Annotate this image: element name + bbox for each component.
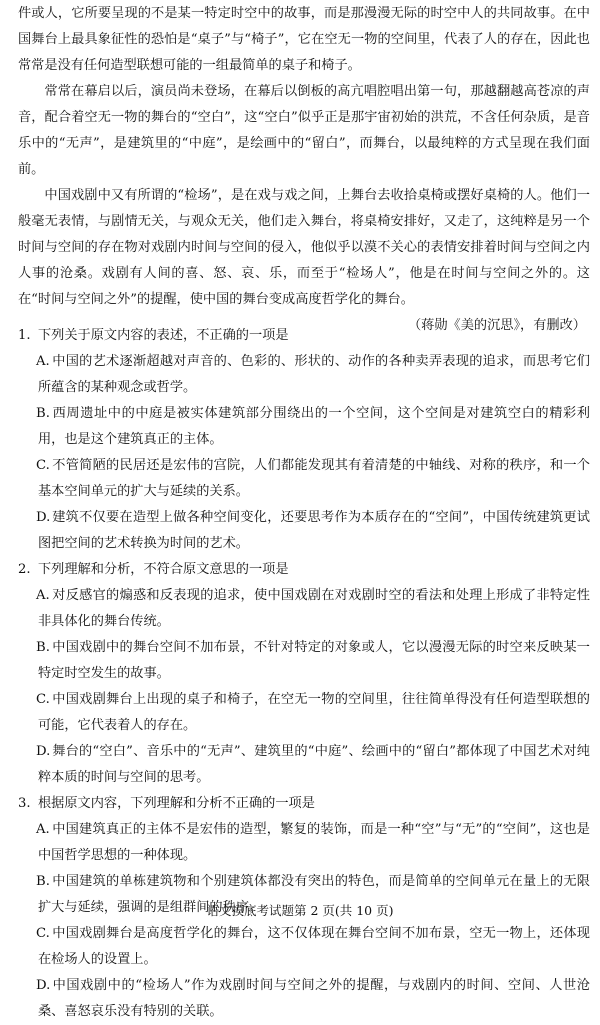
option-letter: C. bbox=[36, 692, 50, 707]
option-letter: A. bbox=[36, 354, 50, 369]
reading-passage bbox=[18, 1, 590, 339]
question-stem bbox=[18, 323, 590, 349]
option-text: 中国的艺术逐渐超越对声音的、色彩的、形状的、动作的各种卖弄表现的追求，而思考它们所蕴含的某种观念或哲学。 bbox=[38, 354, 590, 395]
question-number: 1. bbox=[18, 328, 31, 343]
option-text: 建筑不仅要在造型上做各种空间变化，还要思考作为本质存在的“空间”，中国传统建筑更试图把空间的艺术转换为时间的艺术。 bbox=[38, 510, 590, 551]
option-letter: B. bbox=[36, 874, 50, 889]
question-text: 下列理解和分析，不符合原文意思的一项是 bbox=[38, 562, 289, 577]
option-text: 中国建筑真正的主体不是宏伟的造型，繁复的装饰，而是一种“空”与“无”的“空间”，这也是中国哲学思想的一种体现。 bbox=[38, 822, 590, 863]
passage-paragraph-2: 常常在幕启以后，演员尚未登场，在幕后以倒板的高亢唱腔唱出第一句，那越翻越高苍凉的声音，配合着空无一物的舞台的“空白”，这“空白”似乎正是那宇宙初始的洪荒，不含任何杂质，是音乐中的“无声”，是建筑里的“中庭”，是绘画中的“留白”，而舞台，以最纯粹的方式呈现在我们面前。 bbox=[18, 84, 590, 177]
option-d bbox=[18, 973, 590, 1025]
option-d bbox=[18, 505, 590, 557]
passage-source: （蒋勋《美的沉思》，有删改） bbox=[407, 318, 586, 333]
option-letter: A. bbox=[36, 822, 50, 837]
option-text: 西周遗址中的中庭是被实体建筑部分围绕出的一个空间，这个空间是对建筑空白的精彩利用，也是这个建筑真正的主体。 bbox=[38, 406, 590, 447]
option-letter: B. bbox=[36, 640, 50, 655]
option-text: 中国戏剧中的舞台空间不加布景，不针对特定的对象或人，它以漫漫无际的时空来反映某一特定时空发生的故事。 bbox=[38, 640, 590, 681]
option-c bbox=[18, 453, 590, 505]
option-b bbox=[18, 401, 590, 453]
question-stem bbox=[18, 791, 590, 817]
option-b bbox=[18, 635, 590, 687]
option-letter: C. bbox=[36, 458, 50, 473]
option-letter: D. bbox=[36, 510, 51, 525]
option-letter: A. bbox=[36, 588, 50, 603]
option-c bbox=[18, 687, 590, 739]
question-1 bbox=[18, 323, 590, 557]
option-text: 中国戏剧舞台上出现的桌子和椅子，在空无一物的空间里，往往简单得没有任何造型联想的可能，它代表着人的存在。 bbox=[38, 692, 590, 733]
question-number: 3. bbox=[18, 796, 31, 811]
passage-paragraph-3: 中国戏剧中又有所谓的“检场”，是在戏与戏之间，上舞台去收拾桌椅或摆好桌椅的人。他们一般毫无表情，与剧情无关，与观众无关，他们走入舞台，将桌椅安排好，又走了，这纯粹是另一个时间与空间的存在物对戏剧内时间与空间的侵入，他似乎以漠不关心的表情安排着时间与空间之内人事的沧桑。戏剧有人间的喜、怒、哀、乐，而至于“检场人”，他是在时间与空间之外的。这在“时间与空间之外”的提醒，使中国的舞台变成高度哲学化的舞台。 bbox=[18, 188, 590, 307]
option-text: 舞台的“空白”、音乐中的“无声”、建筑里的“中庭”、绘画中的“留白”都体现了中国艺术对纯粹本质的时间与空间的思考。 bbox=[38, 744, 590, 785]
option-text: 不管简陋的民居还是宏伟的宫院，人们都能发现其有着清楚的中轴线、对称的秩序，和一个基本空间单元的扩大与延续的关系。 bbox=[38, 458, 590, 499]
option-a bbox=[18, 817, 590, 869]
question-text: 根据原文内容，下列理解和分析不正确的一项是 bbox=[38, 796, 315, 811]
question-number: 2. bbox=[18, 562, 31, 577]
page-footer: 语文摸底考试题第 2 页(共 10 页) bbox=[206, 903, 394, 918]
option-letter: D. bbox=[36, 978, 51, 993]
option-text: 中国建筑的单栋建筑物和个别建筑体都没有突出的特色，而是简单的空间单元在量上的无限扩大与延续，强调的是组群间的秩序。 bbox=[38, 874, 590, 915]
option-letter: B. bbox=[36, 406, 50, 421]
option-letter: C. bbox=[36, 926, 50, 941]
option-text: 中国戏剧中的“检场人”作为戏剧时间与空间之外的提醒，与戏剧内的时间、空间、人世沧桑、喜怒哀乐没有特别的关联。 bbox=[38, 978, 590, 1019]
question-stem bbox=[18, 557, 590, 583]
option-text: 对反感官的煽惑和反表现的追求，使中国戏剧在对戏剧时空的看法和处理上形成了非特定性非具体化的舞台传统。 bbox=[38, 588, 590, 629]
passage-paragraph-1: 件或人，它所要呈现的不是某一特定时空中的故事，而是那漫漫无际的时空中人的共同故事。在中国舞台上最具象征性的恐怕是“桌子”与“椅子”，它在空无一物的空间里，代表了人的存在，因此也常常是没有任何造型联想可能的一组最简单的桌子和椅子。 bbox=[18, 6, 590, 73]
question-text: 下列关于原文内容的表述，不正确的一项是 bbox=[38, 328, 289, 343]
option-a bbox=[18, 583, 590, 635]
question-2 bbox=[18, 557, 590, 791]
option-letter: D. bbox=[36, 744, 51, 759]
option-text: 中国戏剧舞台是高度哲学化的舞台，这不仅体现在舞台空间不加布景，空无一物上，还体现在检场人的设置上。 bbox=[38, 926, 590, 967]
option-a bbox=[18, 349, 590, 401]
option-d bbox=[18, 739, 590, 791]
